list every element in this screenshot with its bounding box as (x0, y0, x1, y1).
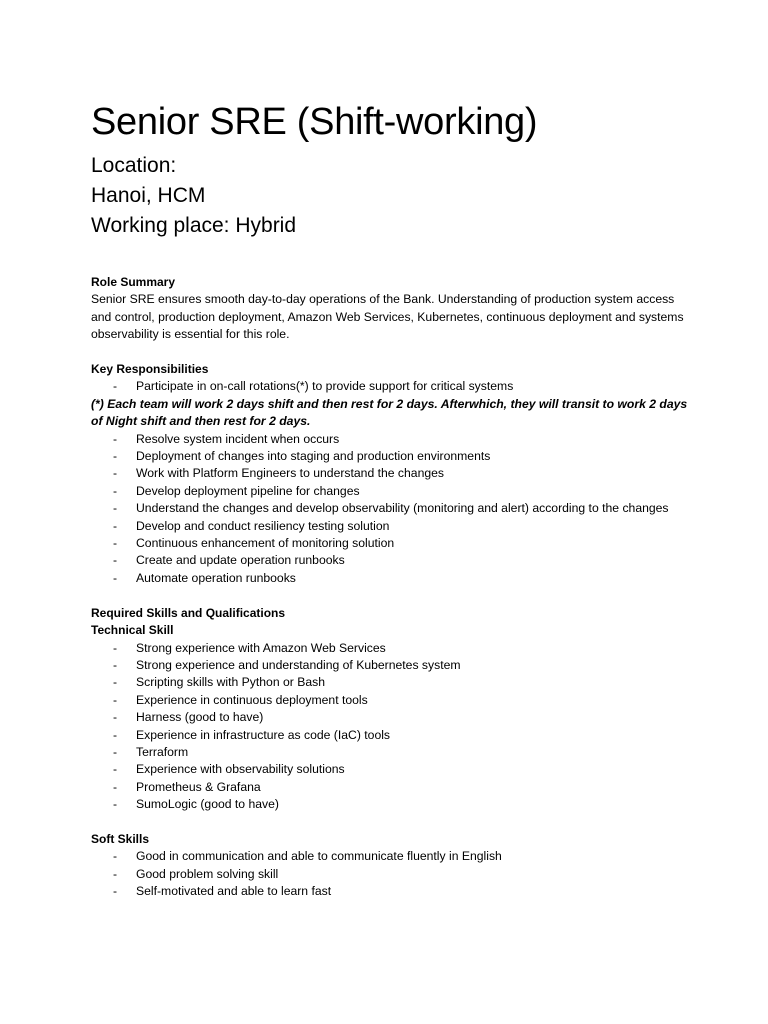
location-value: Hanoi, HCM (91, 184, 206, 207)
dash-bullet: - (113, 744, 118, 759)
dash-bullet: - (113, 779, 118, 794)
list-item (91, 431, 691, 448)
dash-bullet: - (113, 536, 118, 551)
dash-bullet: - (113, 640, 118, 655)
list-item (91, 883, 691, 900)
list-item (91, 518, 691, 535)
list-item (91, 657, 691, 674)
list-item (91, 500, 691, 517)
list-item-text: Work with Platform Engineers to understand the changes (136, 466, 445, 481)
dash-bullet: - (113, 657, 118, 672)
key-responsibilities-heading: Key Responsibilities (91, 362, 209, 377)
list-item-text: Resolve system incident when occurs (136, 431, 340, 446)
dash-bullet: - (113, 797, 118, 812)
dash-bullet: - (113, 675, 118, 690)
working-place: Working place: Hybrid (91, 214, 297, 237)
list-item (91, 483, 691, 500)
dash-bullet: - (113, 518, 118, 533)
list-item-text: Create and update operation runbooks (136, 553, 345, 568)
dash-bullet: - (113, 483, 118, 498)
role-summary-heading: Role Summary (91, 275, 176, 289)
list-item-text: Good problem solving skill (136, 866, 279, 881)
location-label: Location: (91, 154, 177, 177)
list-item-text: Scripting skills with Python or Bash (136, 675, 325, 690)
list-item-text: Strong experience with Amazon Web Services (136, 640, 386, 655)
soft-skills-heading: Soft Skills (91, 831, 150, 846)
key-responsibilities-section (91, 361, 691, 587)
list-item-text: SumoLogic (good to have) (136, 797, 279, 812)
shift-note: (*) Each team will work 2 days shift and then rest for 2 days. Afterwhich, they will transit to work 2 days of Night shift and then rest for 2 days. (91, 396, 688, 429)
soft-skills-section (91, 831, 691, 901)
list-item (91, 535, 691, 552)
dash-bullet: - (113, 501, 118, 516)
list-item-text: Develop and conduct resiliency testing solution (136, 518, 390, 533)
dash-bullet: - (113, 884, 118, 899)
responsibilities-first-list (91, 378, 691, 395)
spacer (91, 241, 691, 274)
list-item-text: Deployment of changes into staging and production environments (136, 449, 491, 464)
list-item-text: Participate in on-call rotations(*) to provide support for critical systems (136, 379, 514, 394)
list-item-text: Experience with observability solutions (136, 762, 345, 777)
dash-bullet: - (113, 849, 118, 864)
list-item (91, 570, 691, 587)
dash-bullet: - (113, 379, 118, 394)
list-item (91, 674, 691, 691)
technical-skill-heading: Technical Skill (91, 623, 174, 638)
list-item (91, 866, 691, 883)
spacer (91, 587, 691, 604)
dash-bullet: - (113, 692, 118, 707)
dash-bullet: - (113, 762, 118, 777)
list-item (91, 761, 691, 778)
dash-bullet: - (113, 449, 118, 464)
list-item-text: Develop deployment pipeline for changes (136, 483, 360, 498)
soft-skills-list (91, 848, 691, 900)
list-item (91, 448, 691, 465)
list-item-text: Good in communication and able to communicate fluently in English (136, 849, 502, 864)
dash-bullet: - (113, 710, 118, 725)
role-summary-section (91, 274, 691, 344)
list-item (91, 692, 691, 709)
list-item (91, 779, 691, 796)
technical-skills-list (91, 640, 691, 814)
list-item (91, 796, 691, 813)
list-item (91, 727, 691, 744)
list-item-text: Experience in infrastructure as code (IaC) tools (136, 727, 391, 742)
list-item (91, 848, 691, 865)
list-item-text: Prometheus & Grafana (136, 779, 261, 794)
dash-bullet: - (113, 431, 118, 446)
list-item-text: Automate operation runbooks (136, 570, 296, 585)
list-item-text: Self-motivated and able to learn fast (136, 884, 332, 899)
list-item-text: Strong experience and understanding of Kubernetes system (136, 657, 461, 672)
list-item (91, 744, 691, 761)
list-item-text: Continuous enhancement of monitoring solution (136, 536, 395, 551)
dash-bullet: - (113, 466, 118, 481)
list-item (91, 640, 691, 657)
list-item-text: Terraform (136, 744, 189, 759)
dash-bullet: - (113, 727, 118, 742)
list-item-text: Harness (good to have) (136, 710, 264, 725)
responsibilities-list (91, 431, 691, 588)
list-item (91, 709, 691, 726)
job-title: Senior SRE (Shift-working) (91, 101, 538, 143)
list-item (91, 378, 691, 395)
spacer (91, 344, 691, 361)
list-item-text: Understand the changes and develop observability (monitoring and alert) according to the changes (136, 501, 669, 516)
spacer (91, 814, 691, 831)
list-item (91, 465, 691, 482)
list-item (91, 552, 691, 569)
dash-bullet: - (113, 553, 118, 568)
role-summary-text: Senior SRE ensures smooth day-to-day operations of the Bank. Understanding of production system access and control, production deployment, Amazon Web Services, Kubernetes, continuous deployment and systems observability is essential for this role. (91, 292, 684, 342)
required-skills-section (91, 605, 691, 814)
list-item-text: Experience in continuous deployment tools (136, 692, 368, 707)
dash-bullet: - (113, 570, 118, 585)
dash-bullet: - (113, 866, 118, 881)
required-skills-heading: Required Skills and Qualifications (91, 605, 286, 620)
document-page (91, 97, 691, 901)
